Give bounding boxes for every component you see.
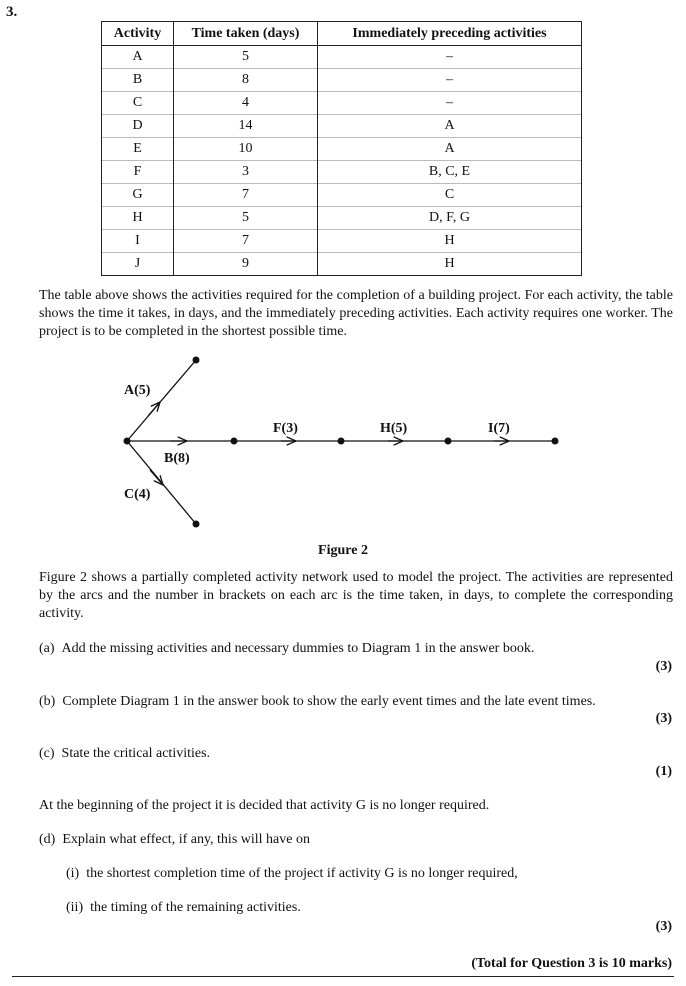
part-d-i-label: (i): [66, 866, 80, 881]
cell-preceding: H: [318, 230, 582, 253]
arc-label-f: F(3): [273, 421, 298, 436]
part-d-label: (d): [39, 832, 56, 847]
part-d-ii-text: the timing of the remaining activities.: [90, 900, 301, 915]
table-row: [102, 184, 582, 207]
part-c-marks: (1): [655, 764, 672, 779]
cell-preceding: C: [318, 184, 582, 207]
arc-label-i: I(7): [488, 421, 510, 436]
table-row: [102, 253, 582, 276]
arc-label-b: B(8): [164, 451, 190, 466]
part-b-marks: (3): [655, 711, 672, 726]
table-row: [102, 115, 582, 138]
part-c-label: (c): [39, 746, 55, 761]
part-a-label: (a): [39, 641, 55, 656]
cell-activity: C: [102, 92, 174, 115]
activity-network-figure: [0, 345, 686, 540]
cell-activity: J: [102, 253, 174, 276]
cell-activity: F: [102, 161, 174, 184]
activity-table: [101, 21, 582, 276]
table-row: [102, 46, 582, 69]
cell-time: 4: [174, 92, 318, 115]
table-header-row: [102, 22, 582, 46]
cell-preceding: H: [318, 253, 582, 276]
cell-time: 9: [174, 253, 318, 276]
cell-preceding: A: [318, 115, 582, 138]
cell-time: 7: [174, 230, 318, 253]
table-row: [102, 138, 582, 161]
part-b-text: Complete Diagram 1 in the answer book to show the early event times and the late event times.: [62, 694, 596, 709]
table-row: [102, 207, 582, 230]
cell-preceding: B, C, E: [318, 161, 582, 184]
event-node-a-end: [193, 357, 200, 364]
part-a-text: Add the missing activities and necessary dummies to Diagram 1 in the answer book.: [61, 641, 535, 656]
part-d-text: Explain what effect, if any, this will have on: [62, 832, 310, 847]
column-header-time: Time taken (days): [174, 22, 318, 46]
cell-time: 7: [174, 184, 318, 207]
part-b: [39, 693, 596, 711]
event-node-i-end: [552, 438, 559, 445]
part-b-label: (b): [39, 694, 56, 709]
column-header-preceding: Immediately preceding activities: [318, 22, 582, 46]
part-c-text: State the critical activities.: [61, 746, 211, 761]
part-d-ii-label: (ii): [66, 900, 84, 915]
question-total: (Total for Question 3 is 10 marks): [471, 956, 672, 971]
arc-label-a: A(5): [124, 383, 151, 398]
cell-preceding: –: [318, 69, 582, 92]
cell-activity: B: [102, 69, 174, 92]
cell-time: 10: [174, 138, 318, 161]
figure-caption: Figure 2: [318, 543, 368, 558]
cell-preceding: D, F, G: [318, 207, 582, 230]
table-row: [102, 161, 582, 184]
arc-a-arrow: [148, 402, 160, 416]
cell-time: 3: [174, 161, 318, 184]
figure-description: Figure 2 shows a partially completed activity network used to model the project. The activities are represented by the arcs and the number in brackets on each arc is the time taken, in days, to complete the corresponding activity.: [39, 570, 673, 621]
cell-activity: I: [102, 230, 174, 253]
column-header-activity: Activity: [102, 22, 174, 46]
table-row: [102, 69, 582, 92]
part-d-i-text: the shortest completion time of the project if activity G is no longer required,: [86, 866, 518, 881]
cell-activity: A: [102, 46, 174, 69]
intro-paragraph: The table above shows the activities required for the completion of a building project. For each activity, the table shows the time it takes, in days, and the immediately preceding activities. Each activity requires one worker. The project is to be completed in the shortest possible time.: [39, 288, 673, 339]
event-node-c-end: [193, 521, 200, 528]
cell-activity: G: [102, 184, 174, 207]
event-node-b-end: [231, 438, 238, 445]
event-node-start: [124, 438, 131, 445]
part-a-marks: (3): [655, 659, 672, 674]
cell-activity: D: [102, 115, 174, 138]
arc-label-c: C(4): [124, 487, 151, 502]
arc-label-h: H(5): [380, 421, 408, 436]
part-c: [39, 745, 210, 763]
cell-preceding: –: [318, 46, 582, 69]
part-d: [39, 831, 310, 849]
part-d-i: [66, 865, 518, 883]
event-node-h-end: [445, 438, 452, 445]
cell-time: 8: [174, 69, 318, 92]
part-a: [39, 640, 534, 658]
part-d-marks: (3): [655, 919, 672, 934]
part-d-ii: [66, 899, 301, 917]
part-d-intro: At the beginning of the project it is decided that activity G is no longer required.: [39, 798, 490, 813]
cell-time: 5: [174, 207, 318, 230]
cell-time: 14: [174, 115, 318, 138]
event-node-f-end: [338, 438, 345, 445]
table-row: [102, 230, 582, 253]
arc-a: [127, 360, 196, 441]
cell-activity: H: [102, 207, 174, 230]
cell-preceding: –: [318, 92, 582, 115]
cell-activity: E: [102, 138, 174, 161]
question-number: 3.: [6, 4, 18, 20]
arc-c-arrow: [150, 470, 163, 485]
table-row: [102, 92, 582, 115]
bottom-rule: [12, 976, 674, 977]
cell-preceding: A: [318, 138, 582, 161]
cell-time: 5: [174, 46, 318, 69]
